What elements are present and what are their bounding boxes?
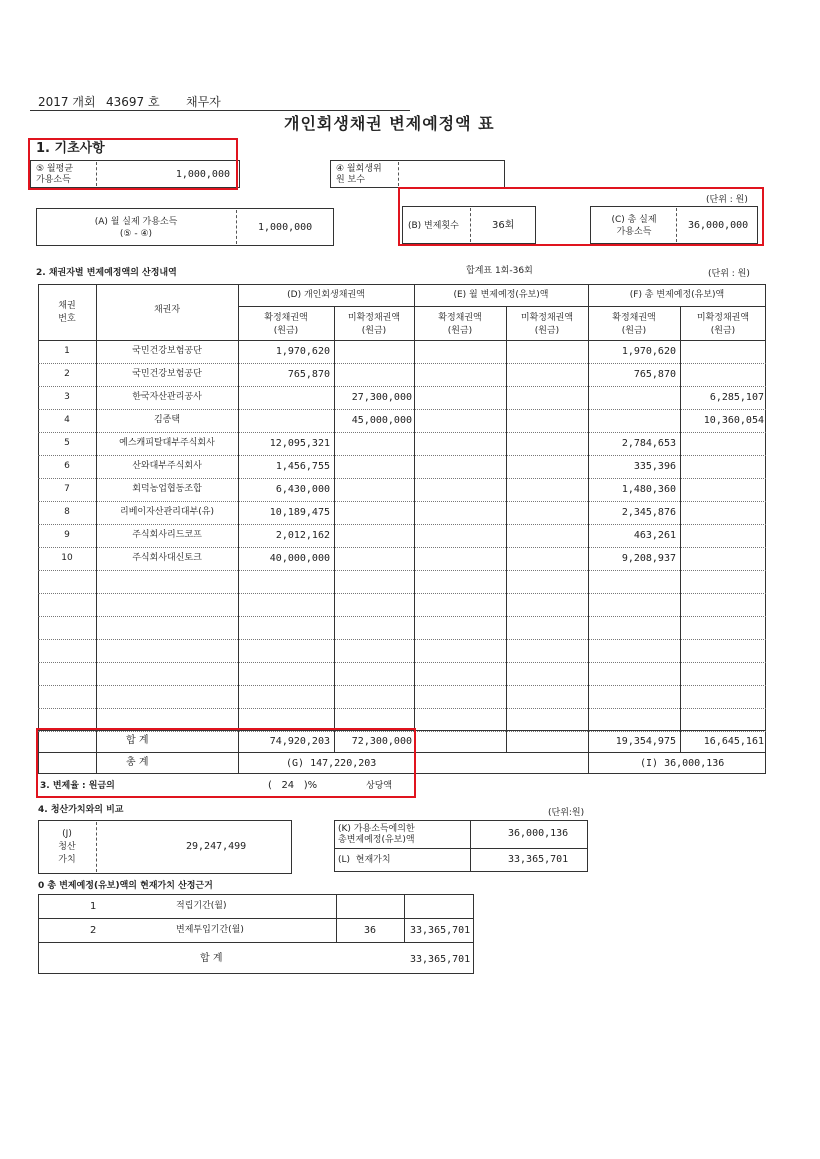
a-label: (A) 월 실제 가용소득 (⑤ - ④): [94, 217, 178, 239]
row-creditor: 김종택: [153, 415, 181, 425]
col-d-confirmed: 확정채권액 (원금): [264, 313, 308, 336]
case-year: 2017 개회: [38, 95, 96, 109]
row-divider: [38, 547, 766, 548]
c-value: 36,000,000: [688, 220, 749, 231]
row-creditor: 리베이자산관리대부(유): [120, 507, 214, 517]
avg-income-value: 1,000,000: [175, 169, 230, 180]
section2-heading: 2. 채권자별 변제예정액의 산정내역: [36, 268, 177, 278]
row-f-confirmed: 2,784,653: [621, 438, 676, 449]
row-divider: [38, 363, 766, 364]
case-suffix: 호: [148, 95, 160, 109]
col-creditor-header: 채권자: [153, 305, 181, 315]
col-f-header: (F) 총 변제예정(유보)액: [629, 290, 725, 300]
repayment-rate-value: ( 24 )%: [268, 780, 318, 791]
unit-label-2: (단위 : 원): [708, 269, 750, 279]
highlight-totals: [36, 728, 416, 798]
creditor-table: [38, 284, 766, 774]
row-d-unconfirmed: 45,000,000: [351, 415, 412, 426]
pv-row2-label: 변제투입기간(월): [176, 925, 244, 935]
col-d-unconfirmed: 미확정채권액 (원금): [347, 313, 401, 336]
page-title: 개인회생채권 변제예정액 표: [284, 114, 495, 133]
b-value: 36회: [492, 220, 515, 231]
total-i: (I) 36,000,136: [640, 758, 725, 769]
row-divider: [38, 662, 766, 663]
row-divider: [38, 478, 766, 479]
col-e-header: (E) 월 변제예정(유보)액: [453, 290, 549, 300]
sum-label: 합 계: [126, 735, 149, 746]
row-no: 10: [61, 553, 73, 563]
repayment-rate-label: 3. 변제율 : 원금의: [40, 781, 115, 791]
highlight-repayment-count: [398, 187, 764, 246]
row-divider: [38, 386, 766, 387]
row-divider: [38, 501, 766, 502]
a-value: 1,000,000: [258, 222, 313, 233]
pv-sum-value: 33,365,701: [410, 954, 471, 965]
unit-label-1: (단위 : 원): [706, 195, 748, 205]
row-d-confirmed: 1,970,620: [275, 346, 330, 357]
repayment-rate-suffix: 상당액: [366, 781, 393, 791]
row-d-confirmed: 2,012,162: [275, 530, 330, 541]
avg-income-label: ⑤ 월평균 가용소득: [36, 164, 74, 185]
l-label: (L) 현재가치: [338, 855, 391, 865]
col-e-unconfirmed: 미확정채권액 (원금): [520, 313, 574, 336]
row-divider: [38, 455, 766, 456]
j-value: 29,247,499: [186, 841, 247, 852]
row-f-confirmed: 1,970,620: [621, 346, 676, 357]
section5-heading: 0 총 변제예정(유보)액의 현재가치 산정근거: [38, 881, 213, 891]
row-creditor: 산와대부주식회사: [132, 461, 202, 471]
l-value: 33,365,701: [508, 854, 569, 865]
row-divider: [38, 593, 766, 594]
row-divider: [38, 524, 766, 525]
col-e-confirmed: 확정채권액 (원금): [438, 313, 482, 336]
section4-heading: 4. 청산가치와의 비교: [38, 805, 124, 815]
row-creditor: 회덕농업협동조합: [132, 484, 202, 494]
col-f-confirmed: 확정채권액 (원금): [612, 313, 656, 336]
sum-f-unconfirmed: 16,645,161: [703, 736, 764, 747]
row-f-unconfirmed: 6,285,107: [709, 392, 764, 403]
row-creditor: 주식회사대신토크: [132, 553, 202, 563]
unit-label-4: (단위:원): [548, 808, 585, 818]
highlight-basic-info: [28, 138, 238, 190]
row-d-unconfirmed: 27,300,000: [351, 392, 412, 403]
row-no: 2: [64, 369, 70, 379]
total-g: (G) 147,220,203: [286, 758, 377, 769]
row-no: 4: [64, 415, 70, 425]
sum-f-confirmed: 19,354,975: [615, 736, 676, 747]
row-creditor: 국민건강보험공단: [132, 346, 202, 356]
pv-row2-months: 36: [364, 925, 377, 936]
case-number: 43697: [106, 95, 145, 109]
row-d-confirmed: 12,095,321: [269, 438, 330, 449]
row-creditor: 예스캐피탈대부주식회사: [119, 438, 215, 448]
total-label: 총 계: [126, 757, 149, 768]
row-creditor: 한국자산관리공사: [132, 392, 202, 402]
row-d-confirmed: 10,189,475: [269, 507, 330, 518]
living-cost-label: ④ 월회생위 원 보수: [336, 164, 382, 185]
j-label: (J) 청산 가치: [58, 829, 76, 865]
row-f-confirmed: 463,261: [633, 530, 676, 541]
sum-d-unconfirmed: 72,300,000: [351, 736, 412, 747]
row-no: 5: [64, 438, 70, 448]
row-d-confirmed: 6,430,000: [275, 484, 330, 495]
row-d-confirmed: 1,456,755: [275, 461, 330, 472]
row-f-confirmed: 2,345,876: [621, 507, 676, 518]
row-creditor: 주식회사리드코프: [132, 530, 202, 540]
row-d-confirmed: 765,870: [287, 369, 330, 380]
pv-row2-value: 33,365,701: [410, 925, 471, 936]
row-no: 3: [64, 392, 70, 402]
row-f-confirmed: 765,870: [633, 369, 676, 380]
col-no-header: 채권 번호: [58, 301, 76, 324]
row-divider: [38, 685, 766, 686]
row-f-confirmed: 9,208,937: [621, 553, 676, 564]
row-divider: [38, 616, 766, 617]
k-value: 36,000,136: [508, 828, 569, 839]
section1-heading: 1. 기초사항: [36, 141, 105, 156]
header-rule: [30, 110, 410, 111]
pv-row1-no: 1: [90, 901, 97, 912]
b-label: (B) 변제횟수: [408, 221, 459, 231]
pv-sum-label: 합 계: [200, 953, 223, 964]
row-no: 8: [64, 507, 70, 517]
row-f-unconfirmed: 10,360,054: [703, 415, 764, 426]
row-divider: [38, 708, 766, 709]
row-divider: [38, 639, 766, 640]
row-no: 9: [64, 530, 70, 540]
row-divider: [38, 570, 766, 571]
present-value-table: [38, 894, 474, 974]
sum-d-confirmed: 74,920,203: [269, 736, 330, 747]
section2-subtitle: 합계표 1회-36회: [466, 266, 533, 276]
k-label: (K) 가용소득에의한 총변제예정(유보)액: [338, 824, 415, 845]
row-no: 7: [64, 484, 70, 494]
c-label: (C) 총 실제 가용소득: [611, 215, 657, 237]
col-d-header: (D) 개인회생채권액: [287, 290, 365, 300]
row-no: 1: [64, 346, 70, 356]
party-label: 채무자: [186, 95, 221, 109]
row-creditor: 국민건강보험공단: [132, 369, 202, 379]
row-no: 6: [64, 461, 70, 471]
col-f-unconfirmed: 미확정채권액 (원금): [696, 313, 750, 336]
row-divider: [38, 432, 766, 433]
pv-row1-label: 적립기간(월): [176, 901, 227, 911]
row-f-confirmed: 335,396: [633, 461, 676, 472]
row-divider: [38, 409, 766, 410]
row-f-confirmed: 1,480,360: [621, 484, 676, 495]
pv-row2-no: 2: [90, 925, 97, 936]
row-d-confirmed: 40,000,000: [269, 553, 330, 564]
